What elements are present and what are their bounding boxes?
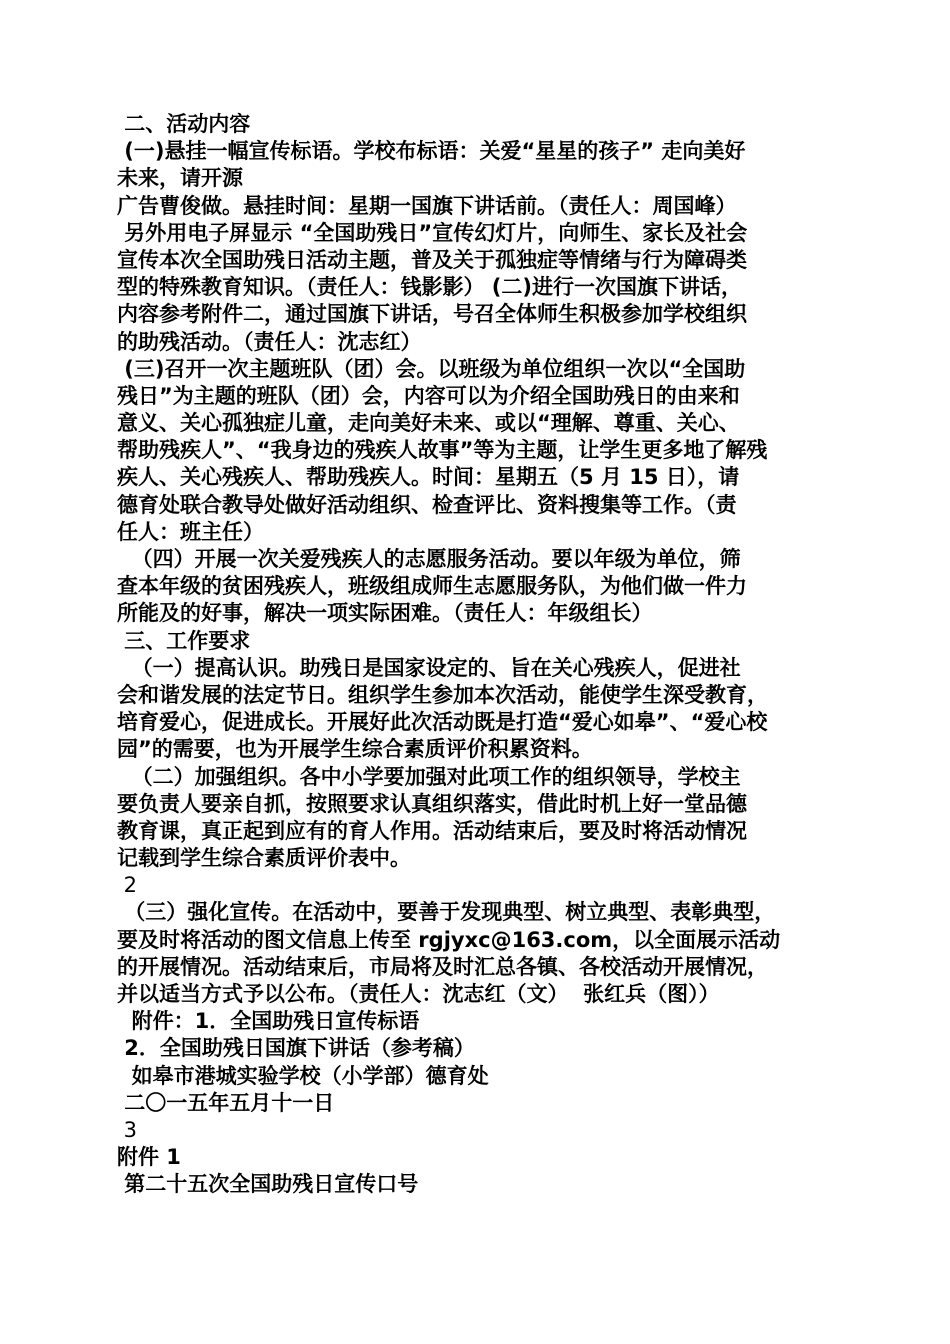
paragraph-line: 的开展情况。活动结束后，市局将及时汇总各镇、各校活动开展情况， <box>117 954 768 979</box>
paragraph-line: 培育爱心，促进成长。开展好此次活动既是打造“爱心如皋”、“爱心校 <box>117 710 768 735</box>
paragraph-line: 查本年级的贫困残疾人，班级组成师生志愿服务队，为他们做一件力 <box>117 574 747 599</box>
date-line: 二〇一五年五月十一日 <box>117 1090 335 1115</box>
paragraph-line: 的助残活动。（责任人：沈志红） <box>117 329 422 354</box>
paragraph-line: 任人：班主任） <box>117 519 264 544</box>
paragraph-line: 型的特殊教育知识。（责任人：钱影影） (二)进行一次国旗下讲话， <box>117 275 743 300</box>
section-heading-work-requirements: 三、工作要求 <box>117 628 251 653</box>
paragraph-line: 会和谐发展的法定节日。组织学生参加本次活动，能使学生深受教育， <box>117 682 768 707</box>
appendix-label: 附件 1 <box>117 1145 181 1170</box>
paragraph-line: (三)召开一次主题班队（团）会。以班级为单位组织一次以“全国助 <box>117 356 746 381</box>
page-number: 2 <box>117 873 138 898</box>
appendix-title: 第二十五次全国助残日宣传口号 <box>117 1172 419 1197</box>
attachment-line-2: 2．全国助残日国旗下讲话（参考稿） <box>117 1036 475 1061</box>
paragraph-line: 残日”为主题的班队（团）会，内容可以为介绍全国助残日的由来和 <box>117 383 740 408</box>
section-heading-activity-content: 二、活动内容 <box>117 112 251 136</box>
paragraph-line: 所能及的好事，解决一项实际困难。（责任人：年级组长） <box>117 601 653 626</box>
paragraph-line: 意义、关心孤独症儿童，走向美好未来、或以“理解、尊重、关心、 <box>117 411 740 436</box>
paragraph-line: （三）强化宣传。在活动中，要善于发现典型、树立典型、表彰典型， <box>117 900 776 925</box>
paragraph-line: 德育处联合教导处做好活动组织、检查评比、资料搜集等工作。（责 <box>117 492 737 517</box>
paragraph-line: 园”的需要，也为开展学生综合素质评价积累资料。 <box>117 737 593 762</box>
paragraph-line: 宣传本次全国助残日活动主题，普及关于孤独症等情绪与行为障碍类 <box>117 247 747 272</box>
paragraph-line: 另外用电子屏显示 “全国助残日”宣传幻灯片，向师生、家长及社会 <box>117 220 748 245</box>
paragraph-line: 要负责人要亲自抓，按照要求认真组织落实，借此时机上好一堂品德 <box>117 791 747 816</box>
paragraph-line: 帮助残疾人”、“我身边的残疾人故事”等为主题，让学生更多地了解残 <box>117 438 768 463</box>
paragraph-line: 内容参考附件二，通过国旗下讲话，号召全体师生积极参加学校组织 <box>117 302 747 327</box>
paragraph-line: 记载到学生综合素质评价表中。 <box>117 846 411 871</box>
page-number: 3 <box>117 1117 138 1142</box>
attachment-line-1: 附件：1．全国助残日宣传标语 <box>117 1009 420 1034</box>
issuer-line: 如皋市港城实验学校（小学部）德育处 <box>117 1063 489 1088</box>
paragraph-line: （二）加强组织。各中小学要加强对此项工作的组织领导，学校主 <box>117 764 741 789</box>
document-body <box>117 111 847 1199</box>
paragraph-line: 疾人、关心残疾人、帮助残疾人。时间：星期五（5 月 15 日），请 <box>117 465 740 490</box>
paragraph-line: （四）开展一次关爱残疾人的志愿服务活动。要以年级为单位，筛 <box>117 547 741 571</box>
paragraph-line: 教育课，真正起到应有的育人作用。活动结束后，要及时将活动情况 <box>117 818 747 843</box>
paragraph-line: 未来，请开源 <box>117 166 243 191</box>
paragraph-line: （一）提高认识。助残日是国家设定的、旨在关心残疾人，促进社 <box>117 655 741 680</box>
paragraph-line: 并以适当方式予以公布。（责任人：沈志红（文） 张红兵（图）） <box>117 982 720 1006</box>
paragraph-line: (一)悬挂一幅宣传标语。学校布标语：关爱“星星的孩子” 走向美好 <box>117 139 746 164</box>
paragraph-line: 广告曹俊做。悬挂时间：星期一国旗下讲话前。（责任人：周国峰） <box>117 193 737 218</box>
paragraph-line-email: 要及时将活动的图文信息上传至 rgjyxc@163.com，以全面展示活动 <box>117 927 781 952</box>
